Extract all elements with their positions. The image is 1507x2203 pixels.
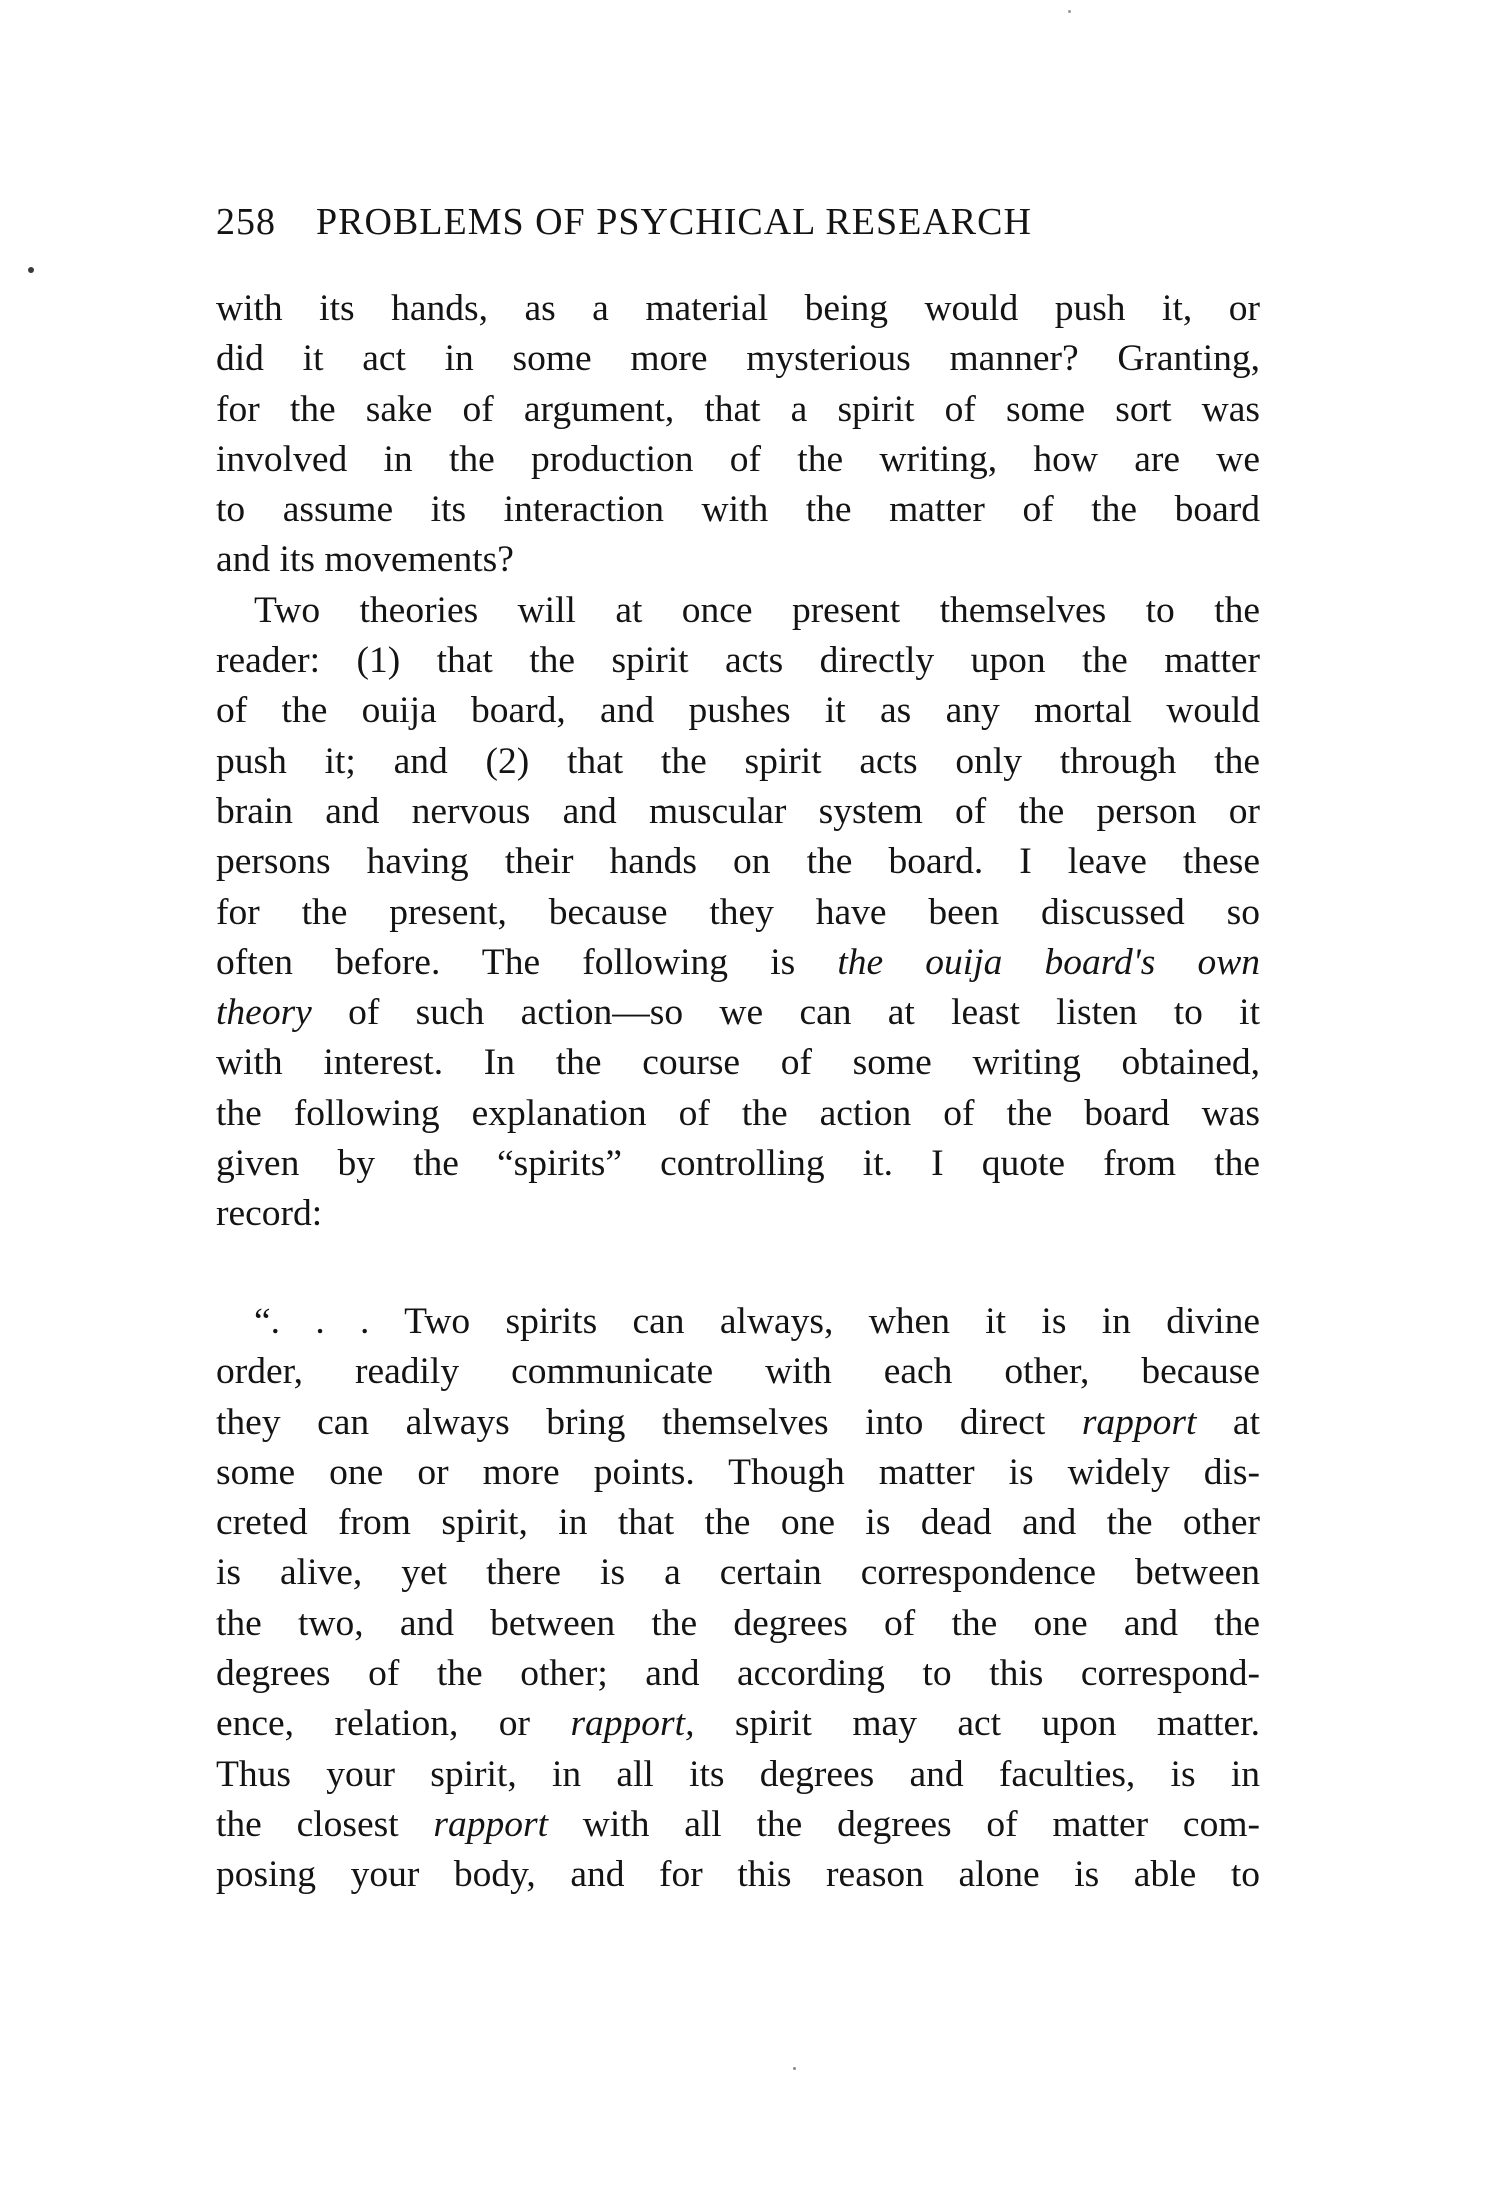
text-line: creted from spirit, in that the one is dead and the other [216,1502,1260,1544]
italic-run: theory [216,992,312,1034]
text-line: push it; and (2) that the spirit acts only through the [216,740,1260,782]
text-line: posing your body, and for this reason alone is able to [216,1854,1260,1896]
text-run: at [1196,1401,1260,1443]
page-number: 258 [216,201,276,243]
text-line: degrees of the other; and according to this correspond- [216,1653,1260,1695]
text-line: did it act in some more mysterious manner? Granting, [216,338,1260,380]
text-line: the two, and between the degrees of the one and the [216,1602,1260,1644]
text-line: Two theories will at once present themselves to the [254,589,1260,631]
text-line [216,1398,1260,1448]
print-speck [28,267,34,273]
text-line: given by the “spirits” controlling it. I quote from the [216,1143,1260,1185]
text-line: for the sake of argument, that a spirit of some sort was [216,388,1260,430]
running-head [216,196,1260,248]
text-line [216,988,1260,1038]
print-speck [1068,10,1071,13]
text-run: they can always bring themselves into direct [216,1401,1082,1443]
italic-run: rapport [1081,1401,1197,1443]
text-line: with interest. In the course of some writing obtained, [216,1042,1260,1084]
text-line: to assume its interaction with the matter of the board [216,489,1260,531]
text-line [216,938,1260,988]
text-line: and its movements? [216,539,514,581]
text-line: brain and nervous and muscular system of the person or [216,790,1260,832]
text-line: persons having their hands on the board. I leave these [216,841,1260,883]
text-line: “. . . Two spirits can always, when it is in divine [254,1301,1260,1342]
text-run: with all the degrees of matter com- [548,1803,1260,1845]
text-line: record: [216,1193,323,1235]
text-line: the following explanation of the action of the board was [216,1092,1260,1134]
text-run: spirit may act upon matter. [694,1703,1260,1745]
text-line: involved in the production of the writing, how are we [216,438,1260,480]
text-line [216,1699,1260,1749]
quoted-passage [216,1297,1260,1901]
text-line [216,1800,1260,1850]
italic-run: rapport [433,1803,549,1845]
text-line: some one or more points. Though matter is widely dis- [216,1451,1260,1493]
text-line: for the present, because they have been discussed so [216,891,1260,933]
text-line: is alive, yet there is a certain correspondence between [216,1552,1260,1594]
text-line: order, readily communicate with each other, because [216,1351,1260,1393]
italic-run: the ouija board's own [837,941,1261,983]
text-line: Thus your spirit, in all its degrees and faculties, is in [216,1753,1260,1795]
print-speck [793,2067,796,2070]
text-line: with its hands, as a material being would push it, or [216,288,1260,329]
text-run: often before. The following is [216,941,838,983]
text-run: ence, relation, or [216,1703,571,1745]
text-run: of such action—so we can at least listen to it [311,992,1260,1034]
text-line: of the ouija board, and pushes it as any mortal would [216,690,1260,732]
running-title: PROBLEMS OF PSYCHICAL RESEARCH [316,201,1032,243]
text-line: reader: (1) that the spirit acts directly upon the matter [216,640,1260,682]
body-text [216,284,1260,1240]
italic-run: rapport, [570,1703,695,1745]
text-run: the closest [216,1803,434,1845]
